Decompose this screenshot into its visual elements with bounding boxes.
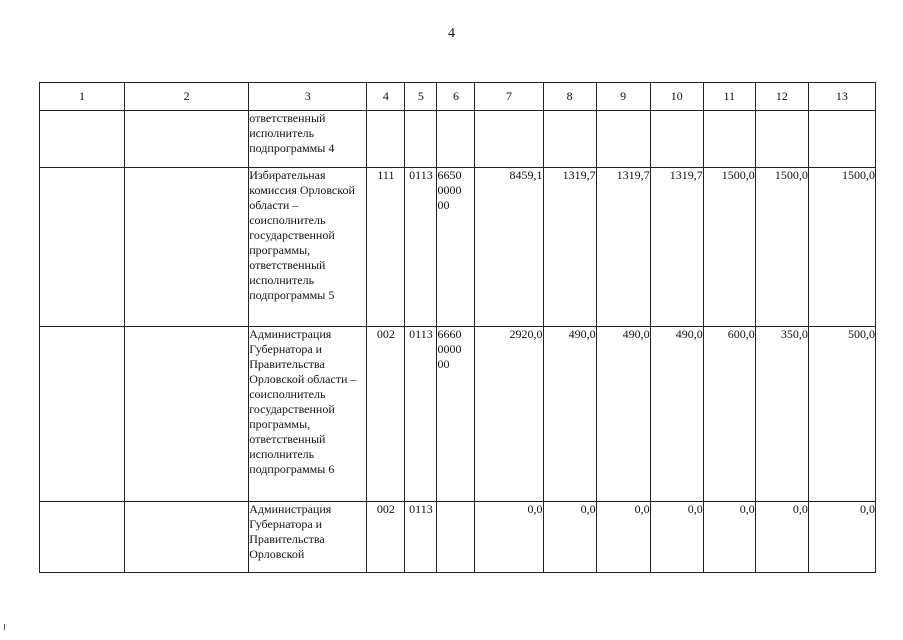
- column-header: 11: [703, 83, 755, 111]
- cell-value: 0,0: [808, 502, 875, 573]
- cell-col6: [437, 111, 475, 168]
- cell-value: 8459,1: [475, 168, 543, 327]
- column-header: 3: [249, 83, 367, 111]
- column-header: 13: [808, 83, 875, 111]
- cell-value: 0,0: [543, 502, 596, 573]
- cell-value: 490,0: [543, 327, 596, 502]
- column-header: 8: [543, 83, 596, 111]
- table-row: [40, 327, 876, 502]
- cell-col5: 0113: [405, 327, 437, 502]
- cell-value: 1500,0: [755, 168, 808, 327]
- cell-col6: [437, 327, 475, 502]
- cell-value: 0,0: [596, 502, 650, 573]
- column-header: 12: [755, 83, 808, 111]
- table-row: [40, 168, 876, 327]
- code-part: 00: [437, 198, 450, 212]
- cell-value: 1319,7: [596, 168, 650, 327]
- cell-value: 350,0: [755, 327, 808, 502]
- cell-col4: 002: [367, 502, 405, 573]
- cell-col5: 0113: [405, 168, 437, 327]
- cell-value: 490,0: [650, 327, 703, 502]
- cell-col4: 111: [367, 168, 405, 327]
- cell-col1: [40, 327, 125, 502]
- cell-value: [808, 111, 875, 168]
- table-row: [40, 502, 876, 573]
- column-header: 5: [405, 83, 437, 111]
- cell-description: ответственный исполнитель подпрограммы 4: [249, 111, 367, 168]
- cell-value: 1500,0: [808, 168, 875, 327]
- page-number: 4: [448, 26, 455, 41]
- cell-value: [475, 111, 543, 168]
- column-header: 1: [40, 83, 125, 111]
- cell-col1: [40, 502, 125, 573]
- cell-col4: [367, 111, 405, 168]
- cell-col2: [125, 327, 249, 502]
- column-header: 6: [437, 83, 475, 111]
- cell-value: 1500,0: [703, 168, 755, 327]
- column-header: 7: [475, 83, 543, 111]
- cell-value: 490,0: [596, 327, 650, 502]
- code-part: 0000: [437, 183, 462, 197]
- code-part: 00: [437, 357, 450, 371]
- cell-col1: [40, 168, 125, 327]
- cell-description: Администрация Губернатора и Правительства Орловской области – соисполнитель государственной программы, ответственный исполнитель подпрограммы 6: [249, 327, 367, 502]
- column-header: 10: [650, 83, 703, 111]
- cell-value: 2920,0: [475, 327, 543, 502]
- header-row: [40, 83, 876, 111]
- cell-value: [755, 111, 808, 168]
- cell-value: 600,0: [703, 327, 755, 502]
- code-part: 6650: [437, 168, 462, 182]
- table-row: [40, 111, 876, 168]
- cell-value: 1319,7: [543, 168, 596, 327]
- code-part: 0000: [437, 342, 462, 356]
- budget-table: [39, 82, 876, 573]
- cell-col1: [40, 111, 125, 168]
- cell-value: 500,0: [808, 327, 875, 502]
- cell-value: 1319,7: [650, 168, 703, 327]
- cell-col5: [405, 111, 437, 168]
- cell-col4: 002: [367, 327, 405, 502]
- cell-value: [596, 111, 650, 168]
- cell-description: Администрация Губернатора и Правительства Орловской: [249, 502, 367, 573]
- cell-col6: [437, 168, 475, 327]
- cell-value: 0,0: [703, 502, 755, 573]
- column-header: 4: [367, 83, 405, 111]
- cell-description: Избирательная комиссия Орловской области – соисполнитель государственной программы, ответственный исполнитель подпрограммы 5: [249, 168, 367, 327]
- cell-col6: [437, 502, 475, 573]
- cell-value: 0,0: [755, 502, 808, 573]
- cell-value: [543, 111, 596, 168]
- cell-value: [703, 111, 755, 168]
- cell-value: 0,0: [475, 502, 543, 573]
- cell-value: [650, 111, 703, 168]
- code-part: 6660: [437, 327, 462, 341]
- scan-mark: [4, 624, 5, 630]
- cell-value: 0,0: [650, 502, 703, 573]
- cell-col5: 0113: [405, 502, 437, 573]
- column-header: 9: [596, 83, 650, 111]
- column-header: 2: [125, 83, 249, 111]
- cell-col2: [125, 168, 249, 327]
- cell-col2: [125, 111, 249, 168]
- cell-col2: [125, 502, 249, 573]
